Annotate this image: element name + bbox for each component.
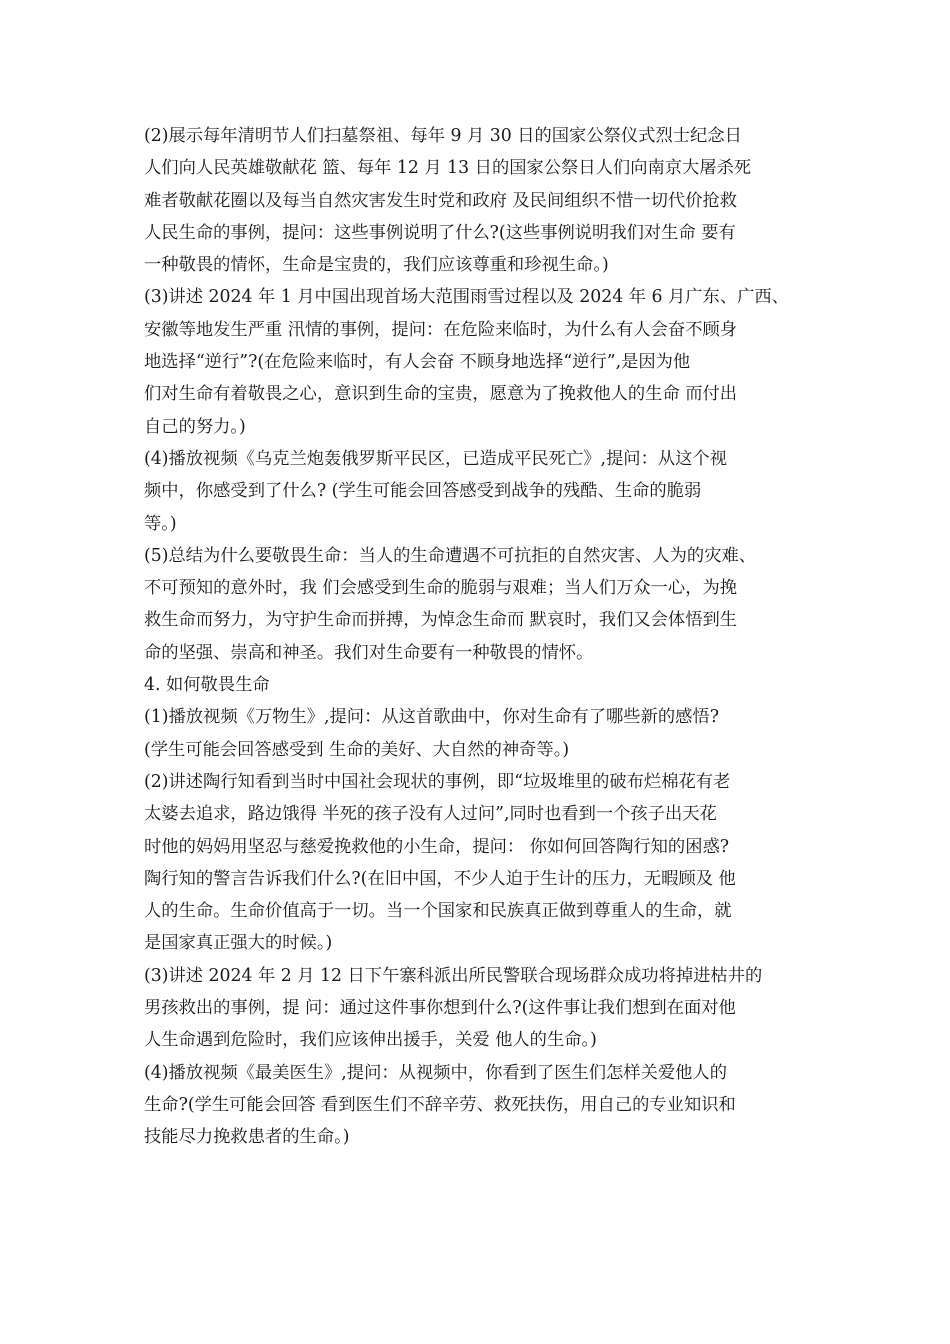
text-line: 不可预知的意外时，我 们会感受到生命的脆弱与艰难；当人们万众一心，为挽 — [144, 578, 738, 599]
text-line: 人民生命的事例，提问：这些事例说明了什么?(这些事例说明我们对生命 要有 — [144, 222, 736, 243]
text-line: (4)播放视频《乌克兰炮轰俄罗斯平民区，已造成平民死亡》,提问：从这个视 — [144, 448, 727, 469]
text-line: 是国家真正强大的时候。) — [144, 933, 333, 954]
text-line: 难者敬献花圈以及每当自然灾害发生时党和政府 及民间组织不惜一切代价抢救 — [144, 190, 738, 211]
text-line: 安徽等地发生严重 汛情的事例，提问：在危险来临时，为什么有人会奋不顾身 — [144, 319, 738, 340]
text-line: 生命?(学生可能会回答 看到医生们不辞辛劳、救死扶伤，用自己的专业知识和 — [144, 1094, 736, 1115]
text-line: 自己的努力。) — [144, 416, 246, 437]
text-line: (学生可能会回答感受到 生命的美好、大自然的神奇等。) — [144, 739, 570, 760]
text-line: (4)播放视频《最美医生》,提问：从视频中，你看到了医生们怎样关爱他人的 — [144, 1062, 727, 1083]
text-line: (5)总结为什么要敬畏生命：当人的生命遭遇不可抗拒的自然灾害、人为的灾难、 — [144, 545, 757, 566]
document-body — [144, 120, 824, 1154]
text-line: 人的生命。生命价值高于一切。当一个国家和民族真正做到尊重人的生命，就 — [144, 901, 732, 922]
text-line: 人生命遇到危险时，我们应该伸出援手，关爱 他人的生命。) — [144, 1030, 597, 1051]
text-line: 人们向人民英雄敬献花 篮、每年 12 月 13 日的国家公祭日人们向南京大屠杀死 — [144, 158, 752, 179]
text-line: 们对生命有着敬畏之心，意识到生命的宝贵，愿意为了挽救他人的生命 而付出 — [144, 384, 738, 405]
text-line: 技能尽力挽救患者的生命。) — [144, 1127, 350, 1148]
text-line: 地选择“逆行”?(在危险来临时，有人会奋 不顾身地选择“逆行”,是因为他 — [144, 352, 691, 373]
text-line: (2)讲述陶行知看到当时中国社会现状的事例，即“垃圾堆里的破布烂棉花有老 — [144, 771, 731, 792]
text-line: 救生命而努力，为守护生命而拼搏，为悼念生命而 默哀时，我们又会体悟到生 — [144, 610, 738, 631]
text-line: 频中，你感受到了什么? (学生可能会回答感受到战争的残酷、生命的脆弱 — [144, 481, 702, 502]
text-line: (2)展示每年清明节人们扫墓祭祖、每年 9 月 30 日的国家公祭仪式烈士纪念日 — [144, 126, 742, 146]
text-line: (1)播放视频《万物生》,提问：从这首歌曲中，你对生命有了哪些新的感悟? — [144, 707, 719, 728]
text-line: 命的坚强、崇高和神圣。我们对生命要有一种敬畏的情怀。 — [144, 642, 594, 663]
text-line: 陶行知的警言告诉我们什么?(在旧中国，不少人迫于生计的压力，无暇顾及 他 — [144, 868, 736, 889]
text-line: 男孩救出的事例，提 问：通过这件事你想到什么?(这件事让我们想到在面对他 — [144, 998, 736, 1019]
text-line: 一种敬畏的情怀，生命是宝贵的，我们应该尊重和珍视生命。) — [144, 255, 609, 276]
text-line: 太婆去追求，路边饿得 半死的孩子没有人过问”,同时也看到一个孩子出天花 — [144, 804, 717, 825]
text-line: (3)讲述 2024 年 1 月中国出现首场大范围雨雪过程以及 2024 年 6 月广东、广西、 — [144, 287, 789, 308]
text-line: 时他的妈妈用坚忍与慈爱挽救他的小生命，提问： 你如何回答陶行知的困惑? — [144, 836, 730, 857]
section-heading: 4. 如何敬畏生命 — [144, 675, 270, 696]
text-line: (3)讲述 2024 年 2 月 12 日下午寨科派出所民警联合现场群众成功将掉进枯井的 — [144, 965, 763, 986]
text-line: 等。) — [144, 513, 177, 534]
